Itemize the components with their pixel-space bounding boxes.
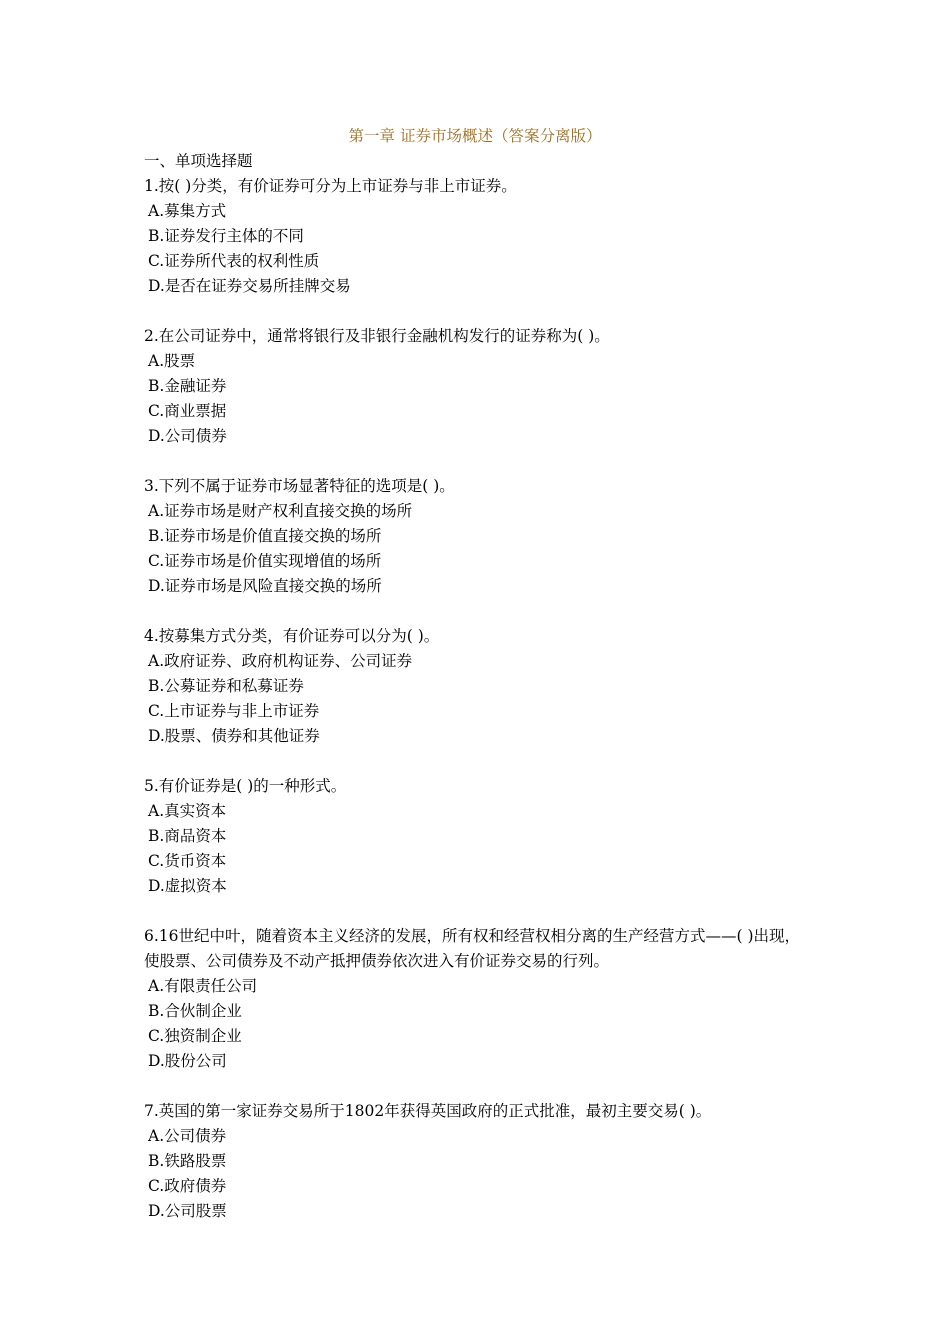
option-b: B.公募证券和私募证券: [148, 677, 304, 695]
question-stem: 6.16世纪中叶，随着资本主义经济的发展，所有权和经营权相分离的生产经营方式——( )出现，使股票、公司债券及不动产抵押债券依次进入有价证券交易的行列。: [144, 927, 801, 970]
section-heading: 一、单项选择题: [144, 152, 253, 170]
question-4: [144, 624, 814, 749]
question-7: [144, 1099, 814, 1224]
option-c: C.证券所代表的权利性质: [148, 252, 320, 270]
question-stem: 3.下列不属于证券市场显著特征的选项是( )。: [144, 477, 455, 495]
question-stem: 2.在公司证券中，通常将银行及非银行金融机构发行的证券称为( )。: [144, 327, 610, 345]
option-c: C.证券市场是价值实现增值的场所: [148, 552, 382, 570]
document-title: 第一章 证券市场概述（答案分离版）: [348, 127, 602, 145]
option-b: B.商品资本: [148, 827, 227, 845]
option-c: C.政府债券: [148, 1177, 227, 1195]
document-body: [144, 149, 814, 1249]
option-b: B.合伙制企业: [148, 1002, 242, 1020]
question-1: [144, 174, 814, 299]
option-a: A.政府证券、政府机构证券、公司证券: [148, 652, 413, 670]
question-stem: 1.按( )分类，有价证券可分为上市证券与非上市证券。: [144, 177, 517, 195]
option-d: D.股份公司: [148, 1052, 227, 1070]
question-6: [144, 924, 814, 1074]
option-b: B.铁路股票: [148, 1152, 227, 1170]
question-stem: 5.有价证券是( )的一种形式。: [144, 777, 347, 795]
option-d: D.公司股票: [148, 1202, 227, 1220]
option-a: A.证券市场是财产权利直接交换的场所: [148, 502, 413, 520]
option-d: D.证券市场是风险直接交换的场所: [148, 577, 382, 595]
question-stem: 4.按募集方式分类，有价证券可以分为( )。: [144, 627, 440, 645]
question-2: [144, 324, 814, 449]
question-3: [144, 474, 814, 599]
option-b: B.证券发行主体的不同: [148, 227, 304, 245]
question-5: [144, 774, 814, 899]
option-b: B.证券市场是价值直接交换的场所: [148, 527, 382, 545]
option-a: A.股票: [148, 352, 196, 370]
option-a: A.募集方式: [148, 202, 227, 220]
option-c: C.商业票据: [148, 402, 227, 420]
option-d: D.是否在证券交易所挂牌交易: [148, 277, 351, 295]
question-stem: 7.英国的第一家证券交易所于1802年获得英国政府的正式批准，最初主要交易( )。: [144, 1102, 712, 1120]
option-d: D.公司债券: [148, 427, 227, 445]
option-c: C.上市证券与非上市证券: [148, 702, 320, 720]
option-a: A.真实资本: [148, 802, 227, 820]
option-a: A.有限责任公司: [148, 977, 258, 995]
option-a: A.公司债券: [148, 1127, 227, 1145]
option-c: C.独资制企业: [148, 1027, 242, 1045]
option-d: D.虚拟资本: [148, 877, 227, 895]
option-b: B.金融证券: [148, 377, 227, 395]
option-d: D.股票、债券和其他证券: [148, 727, 320, 745]
option-c: C.货币资本: [148, 852, 227, 870]
